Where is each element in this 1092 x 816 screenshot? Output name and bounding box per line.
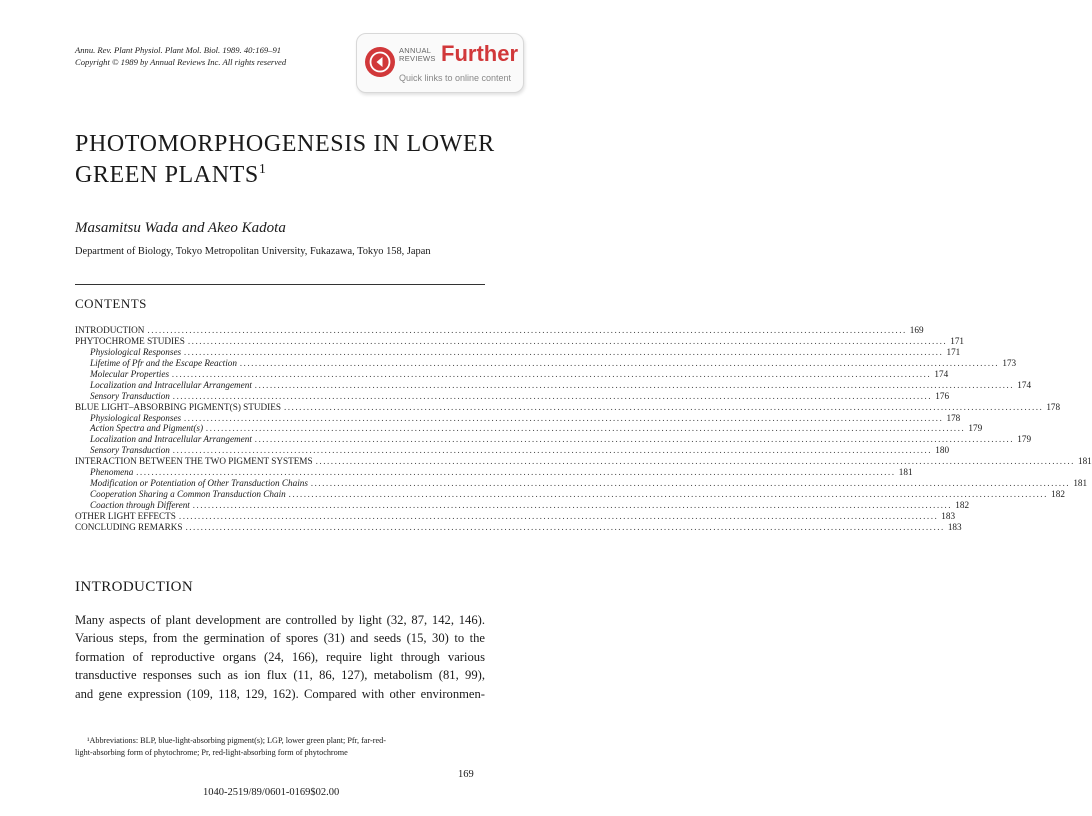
title-line-1: PHOTOMORPHOGENESIS IN LOWER — [75, 131, 495, 157]
toc-page-number: 173 — [1002, 357, 1017, 368]
toc-page-number: 178 — [946, 412, 961, 423]
article-title — [75, 129, 505, 191]
toc-page-number: 169 — [909, 325, 924, 335]
toc-label: Action Spectra and Pigment(s) — [90, 423, 204, 434]
title-line-2: GREEN PLANTS — [75, 162, 259, 188]
toc-leader-dots: ........................................................................................................................................................................................................ — [185, 521, 945, 532]
toc-subentry[interactable] — [75, 390, 950, 402]
badge-quick-links[interactable]: Quick links to online content — [399, 73, 512, 83]
toc-leader-dots: ........................................................................................................................................................................................................ — [192, 500, 953, 510]
toc-leader-dots: ........................................................................................................................................................................................................ — [147, 325, 907, 335]
toc-label: Coaction through Different — [90, 500, 190, 510]
toc-label: Phenomena — [90, 467, 134, 478]
toc-label: CONCLUDING REMARKS — [75, 521, 183, 532]
toc-leader-dots: ........................................................................................................................................................................................................ — [206, 423, 966, 434]
toc-leader-dots: ........................................................................................................................................................................................................ — [283, 401, 1044, 412]
toc-leader-dots: ........................................................................................................................................................................................................ — [187, 335, 948, 346]
toc-page-number: 171 — [946, 346, 961, 357]
toc-page-number: 171 — [950, 335, 964, 346]
toc-page-number: 179 — [1017, 434, 1032, 445]
toc-leader-dots: ........................................................................................................................................................................................................ — [184, 346, 944, 357]
toc-label: Modification or Potentiation of Other Transduction Chains — [90, 478, 308, 489]
affiliation: Department of Biology, Tokyo Metropolitan University, Fukazawa, Tokyo 158, Japan — [75, 246, 431, 257]
toc-leader-dots: ........................................................................................................................................................................................................ — [239, 357, 1000, 368]
table-of-contents — [75, 325, 1092, 533]
introduction-heading: INTRODUCTION — [75, 579, 194, 595]
toc-leader-dots: ........................................................................................................................................................................................................ — [315, 456, 1075, 467]
footnote-line: ¹Abbreviations: BLP, blue-light-absorbing pigment(s); LGP, lower green plant; Pfr, far-red- — [87, 736, 386, 745]
toc-page-number: 174 — [1017, 379, 1032, 390]
toc-label: OTHER LIGHT EFFECTS — [75, 510, 176, 521]
toc-page-number: 181 — [898, 467, 913, 478]
toc-subentry[interactable] — [75, 500, 970, 511]
introduction-paragraph — [75, 611, 485, 703]
toc-entry[interactable] — [75, 510, 956, 522]
badge-further: Further — [441, 41, 518, 66]
footnote-line: light-absorbing form of phytochrome; Pr, red-light-absorbing form of phytochrome — [75, 748, 348, 757]
toc-label: BLUE LIGHT–ABSORBING PIGMENT(S) STUDIES — [75, 401, 281, 412]
toc-subentry[interactable] — [75, 412, 961, 424]
toc-subentry[interactable] — [75, 346, 961, 358]
toc-leader-dots: ........................................................................................................................................................................................................ — [172, 445, 933, 456]
toc-page-number: 179 — [968, 423, 983, 434]
toc-leader-dots: ........................................................................................................................................................................................................ — [172, 368, 932, 379]
toc-label: INTERACTION BETWEEN THE TWO PIGMENT SYSTEMS — [75, 456, 313, 467]
toc-label: Lifetime of Pfr and the Escape Reaction — [90, 357, 237, 368]
toc-subentry[interactable] — [75, 423, 983, 434]
toc-leader-dots: ........................................................................................................................................................................................................ — [254, 379, 1015, 390]
contents-heading: CONTENTS — [75, 296, 147, 311]
toc-entry[interactable] — [75, 456, 1092, 467]
toc-subentry[interactable] — [75, 434, 1032, 445]
toc-label: Localization and Intracellular Arrangement — [90, 434, 252, 445]
toc-leader-dots: ........................................................................................................................................................................................................ — [254, 434, 1015, 445]
toc-label: Molecular Properties — [90, 368, 170, 379]
toc-page-number: 176 — [935, 390, 950, 401]
toc-page-number: 181 — [1073, 478, 1088, 489]
toc-label: Cooperation Sharing a Common Transduction Chain — [90, 489, 286, 500]
toc-page-number: 182 — [955, 500, 970, 510]
toc-subentry[interactable] — [75, 489, 1065, 500]
toc-label: INTRODUCTION — [75, 325, 145, 335]
paragraph-line: Many aspects of plant development are controlled by light (32, 87, 142, 146). — [75, 613, 485, 627]
toc-leader-dots: ........................................................................................................................................................................................................ — [178, 510, 939, 521]
title-footnote-marker[interactable]: 1 — [258, 162, 267, 177]
badge-reviews: REVIEWS — [399, 54, 436, 63]
toc-page-number: 183 — [947, 521, 962, 532]
toc-label: Physiological Responses — [90, 412, 182, 423]
further-badge[interactable] — [356, 33, 524, 93]
toc-page-number: 178 — [1046, 401, 1061, 412]
authors: Masamitsu Wada and Akeo Kadota — [75, 220, 286, 236]
toc-subentry[interactable] — [75, 368, 949, 380]
toc-page-number: 174 — [934, 368, 949, 379]
toc-label: Sensory Transduction — [90, 445, 170, 456]
paragraph-line: and gene expression (109, 118, 129, 162). Compared with other environmen- — [75, 686, 485, 701]
toc-label: Sensory Transduction — [90, 390, 170, 401]
toc-label: PHYTOCHROME STUDIES — [75, 335, 185, 346]
toc-subentry[interactable] — [75, 379, 1032, 391]
toc-label: Localization and Intracellular Arrangement — [90, 379, 252, 390]
toc-leader-dots: ........................................................................................................................................................................................................ — [310, 478, 1071, 489]
footnote — [75, 735, 485, 759]
paragraph-line: formation of reproductive organs (24, 166), require light through various — [75, 649, 485, 664]
journal-line-2: Copyright © 1989 by Annual Reviews Inc. All rights reserved — [75, 57, 287, 67]
toc-leader-dots: ........................................................................................................................................................................................................ — [288, 489, 1049, 500]
badge-annual-reviews — [399, 47, 436, 63]
toc-subentry[interactable] — [75, 467, 913, 478]
toc-leader-dots: ........................................................................................................................................................................................................ — [184, 412, 944, 423]
toc-page-number: 182 — [1051, 489, 1065, 500]
toc-label: Physiological Responses — [90, 346, 182, 357]
back-arrow-icon — [365, 47, 395, 77]
journal-citation — [75, 44, 286, 68]
journal-line-1: Annu. Rev. Plant Physiol. Plant Mol. Biol. 1989. 40:169–91 — [75, 45, 282, 55]
section-divider — [75, 284, 485, 285]
toc-subentry[interactable] — [75, 445, 950, 456]
toc-leader-dots: ........................................................................................................................................................................................................ — [136, 467, 896, 478]
toc-entry[interactable] — [75, 325, 924, 336]
toc-subentry[interactable] — [75, 478, 1088, 489]
toc-entry[interactable] — [75, 401, 1061, 413]
document-code: 1040-2519/89/0601-0169$02.00 — [203, 787, 340, 798]
paragraph-line: Various steps, from the germination of spores (31) and seeds (15, 30) to the — [75, 631, 485, 646]
toc-leader-dots: ........................................................................................................................................................................................................ — [172, 390, 933, 401]
toc-page-number: 180 — [935, 445, 950, 456]
badge-annual: ANNUAL — [399, 46, 432, 55]
toc-page-number: 183 — [941, 510, 956, 521]
toc-entry[interactable] — [75, 521, 962, 533]
toc-entry[interactable] — [75, 335, 964, 347]
paragraph-line: transductive responses such as ion flux (11, 86, 127), metabolism (81, 99), — [75, 668, 485, 683]
page-number: 169 — [458, 769, 474, 780]
toc-subentry[interactable] — [75, 357, 1017, 369]
toc-page-number: 181 — [1077, 456, 1092, 467]
